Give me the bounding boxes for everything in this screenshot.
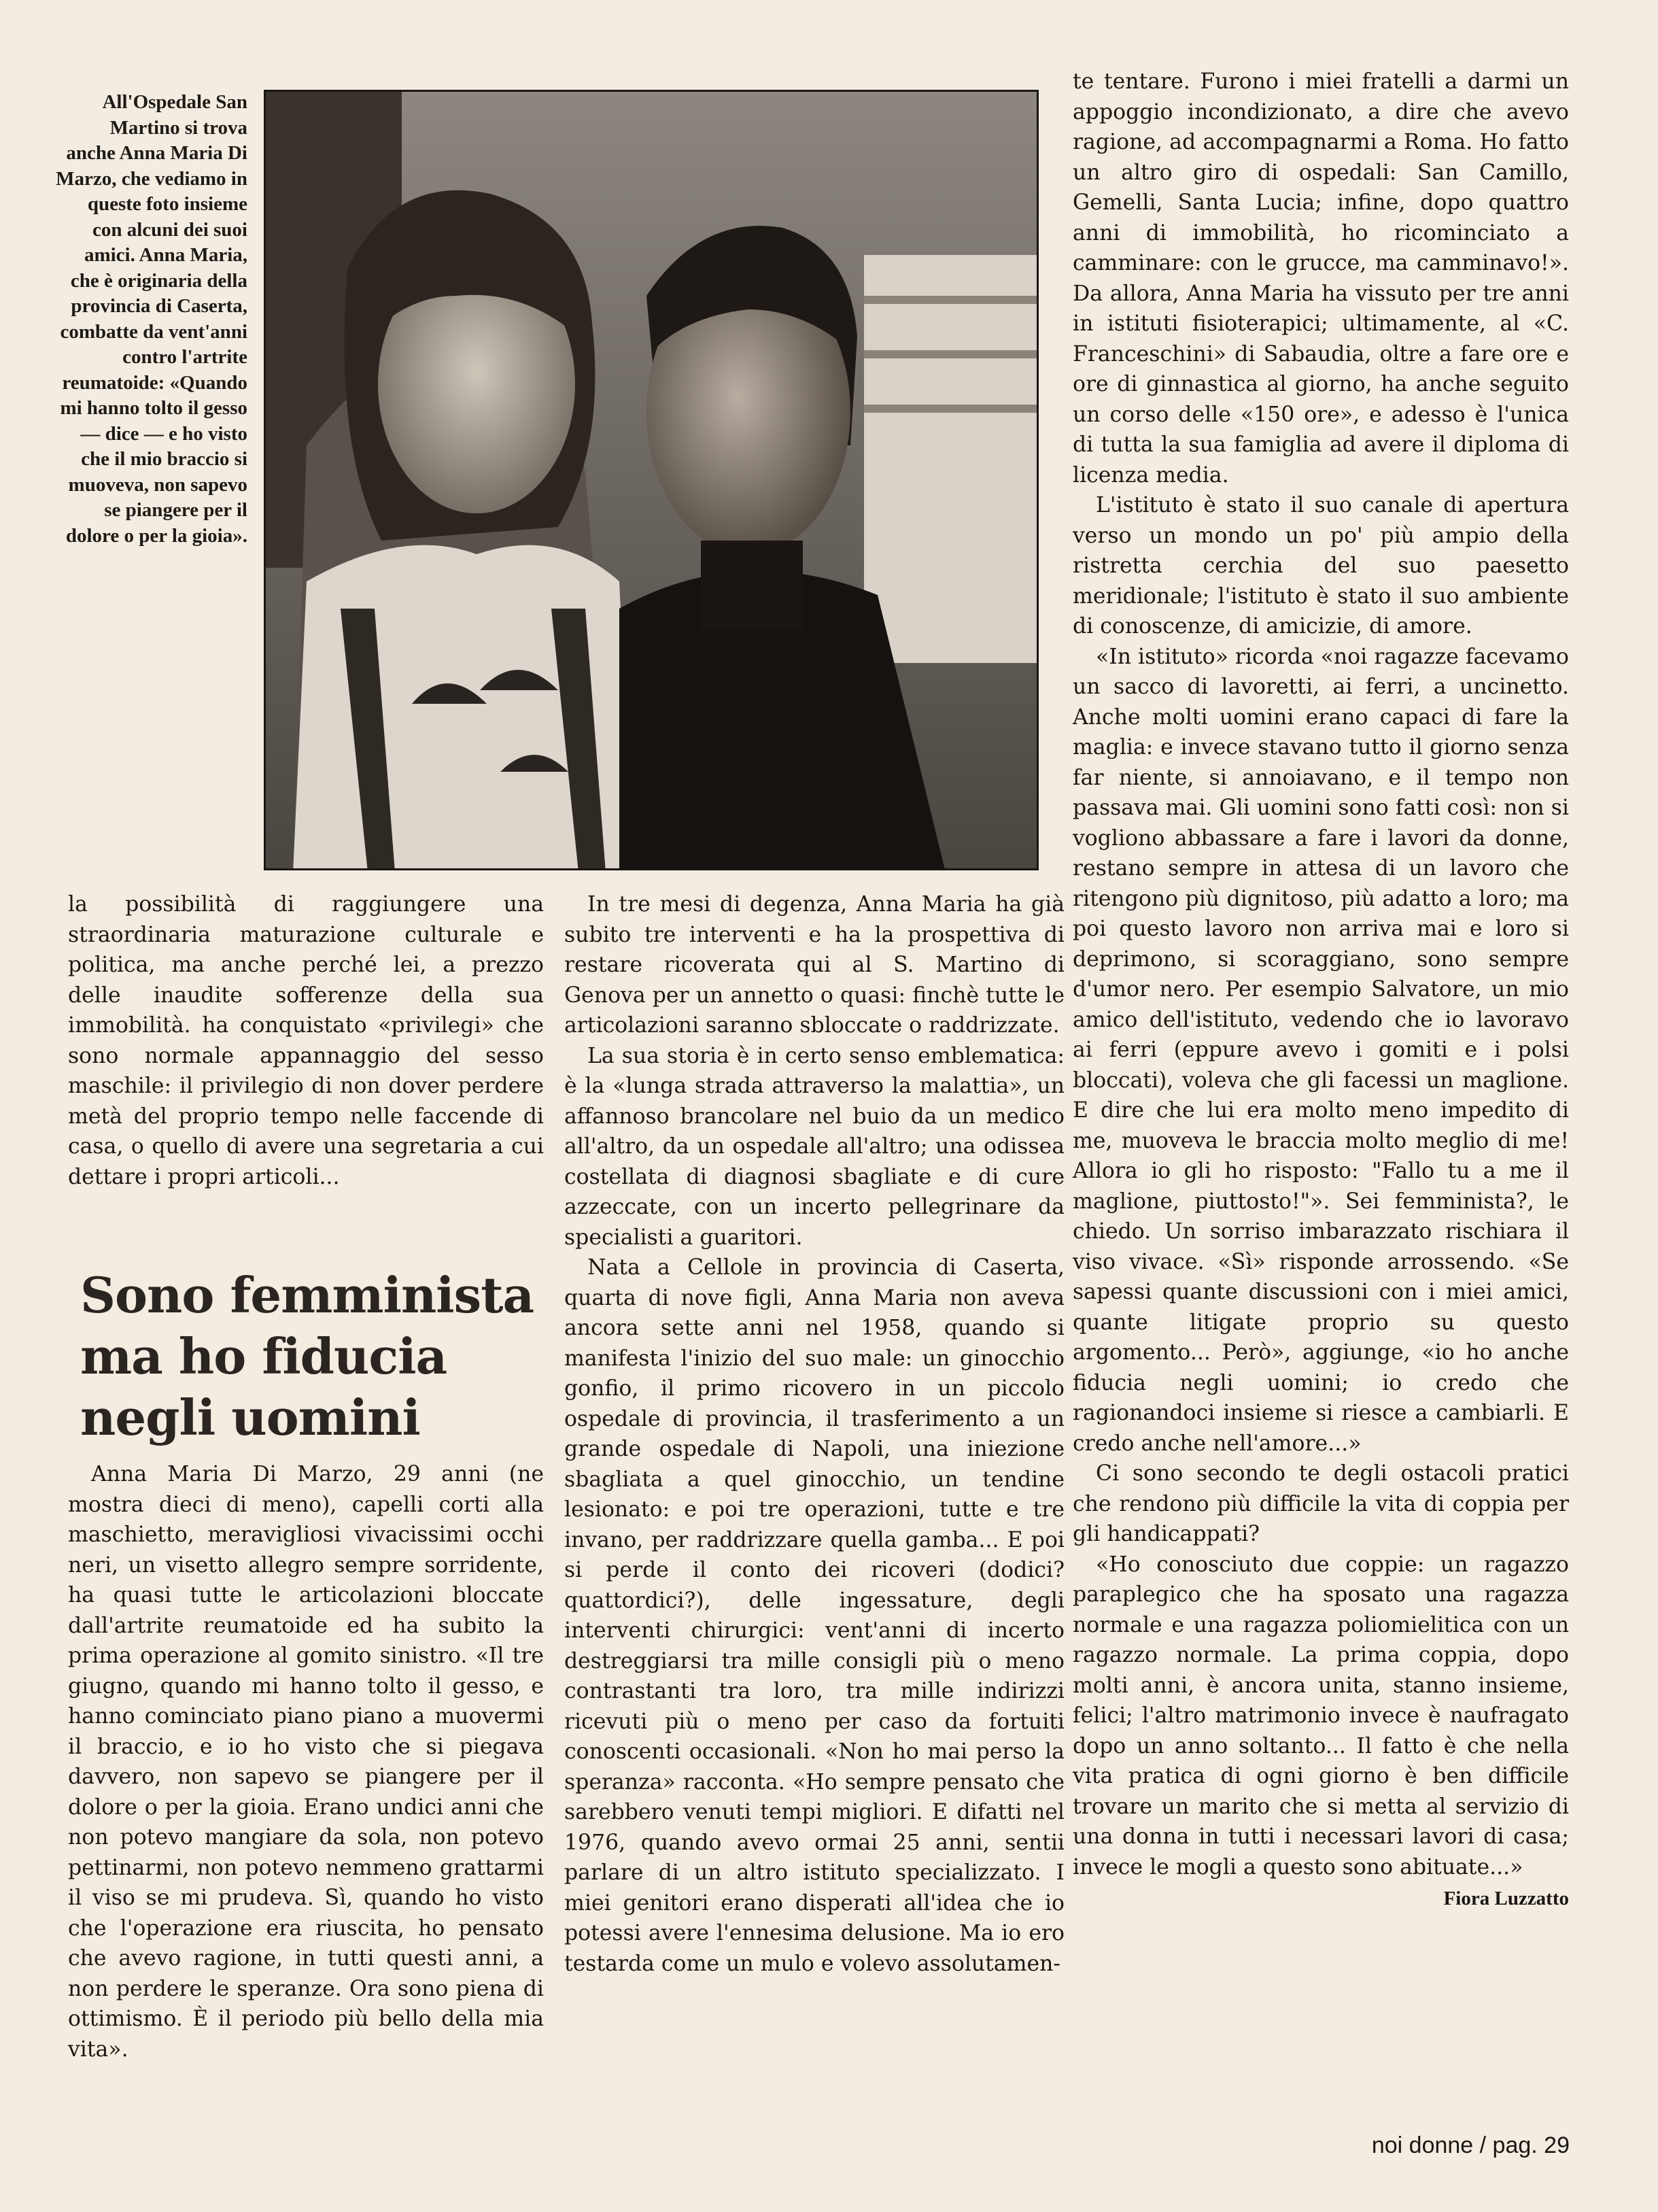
paragraph: Nata a Cellole in provincia di Caserta, quarta di nove figli, Anna Maria non aveva ancora sette anni nel 1958, quando si manifesta l'inizio del suo male: un ginocchio gonfio, il primo ricovero in un piccolo ospedale di provincia, il trasferimento a un grande ospedale di Napoli, una iniezione sbagliata a quel ginocchio, un tendine lesionato: e poi tre operazioni, tutte e tre invano, per raddrizzare quella gamba... E poi si perde il conto dei ricoveri (dodici? quattordici?), delle ingessature, degli interventi chirurgici: vent'anni di incerto destreggiarsi tra mille consigli più o meno contrastanti tra loro, tra mille indirizzi ricevuti più o meno per caso da fortuiti conoscenti occasionali. «Non ho mai perso la speranza» racconta. «Ho sempre pensato che sarebbero venuti tempi migliori. E difatti nel 1976, quando avevo ormai 25 anni, sentii parlare di un altro istituto specializzato. I miei genitori erano disperati all'idea che io potessi avere l'ennesima delusione. Ma io ero testarda come un mulo e volevo assolutamen-: [564, 1255, 1065, 1976]
paragraph: L'istituto è stato il suo canale di apertura verso un mondo un po' più ampio della ristretta cerchia del suo paesetto meridionale; l'istituto è stato il suo ambiente di conoscenze, di amicizie, di amore.: [1073, 493, 1569, 639]
section-headline: Sono femminista ma ho fiducia negli uomini: [80, 1266, 534, 1446]
photo: [264, 90, 1039, 870]
column-right: [1073, 67, 1569, 1914]
column-left-top: [68, 889, 544, 1192]
column-left-bottom: [68, 1459, 544, 2064]
page-footer: noi donne / pag. 29: [1371, 2132, 1570, 2158]
paragraph: La sua storia è in certo senso emblematica: è la «lunga strada attraverso la malattia», un affannoso brancolare nel buio da un medico all'altro, da un ospedale all'altro; una odissea costellata di diagnosi sbagliate e di cure azzeccate, con un incerto pellegrinare da specialisti a guaritori.: [564, 1043, 1065, 1250]
author-byline: Fiora Luzzatto: [1443, 1888, 1569, 1909]
paragraph: te tentare. Furono i miei fratelli a darmi un appoggio incondizionato, a dire che avevo ragione, ad accompagnarmi a Roma. Ho fatto un altro giro di ospedali: San Camillo, Gemelli, Santa Lucia; infine, dopo quattro anni di immobilità, ho ricominciato a camminare: con le grucce, ma camminavo!». Da allora, Anna Maria ha vissuto per tre anni in istituti fisioterapici; ultimamente, al «C. Franceschini» di Sabaudia, oltre a fare ore e ore di ginnastica al giorno, ha anche seguito un corso delle «150 ore», e adesso è l'unica di tutta la sua famiglia ad avere il diploma di licenza media.: [1073, 69, 1569, 488]
column-middle: [564, 889, 1065, 1979]
paragraph: «Ho conosciuto due coppie: un ragazzo paraplegico che ha sposato una ragazza normale e una ragazza poliomielitica con un ragazzo normale. La prima coppia, dopo molti anni, è ancora unita, stanno insieme, felici; l'altro matrimonio invece è naufragato dopo un anno soltanto... Il fatto è che nella vita pratica di ogni giorno è ben difficile trovare un marito che si metta al servizio di una donna in tutti i necessari lavori di casa; invece le mogli a questo sono abituate...»: [1073, 1552, 1569, 1879]
paragraph: la possibilità di raggiungere una straordinaria maturazione culturale e politica, ma anche perché lei, a prezzo delle inaudite sofferenze della sua immobilità. ha conquistato «privilegi» che sono normale appannaggio del sesso maschile: il privilegio di non dover perdere metà del proprio tempo nelle faccende di casa, o quello di avere una segretaria a cui dettare i propri articoli...: [68, 892, 544, 1189]
paragraph: «In istituto» ricorda «noi ragazze facevamo un sacco di lavoretti, ai ferri, a uncinetto. Anche molti uomini erano capaci di fare la maglia: e invece stavano tutto il giorno senza far niente, si annoiavano, e il tempo non passava mai. Gli uomini sono fatti così: non si vogliono abbassare a fare i lavori da donne, restano sempre in attesa di un lavoro che ritengono più dignitoso, più adatto a loro; ma poi questo lavoro non arriva mai e loro si deprimono, si scoraggiano, sono sempre d'umor nero. Per esempio Salvatore, un mio amico dell'istituto, vedendo che io lavoravo ai ferri (eppure avevo i gomiti e i polsi bloccati), voleva che gli facessi un maglione. E dire che lui era molto meno impedito di me, muoveva le braccia molto meglio di me! Allora io gli ho risposto: "Fallo tu a me il maglione, piuttosto!"». Sei femminista?, le chiedo. Un sorriso imbarazzato rischiara il viso vivace. «Sì» risponde arrossendo. «Se sapessi quante discussioni con i miei amici, quante litigate proprio su questo argomento... Però», aggiunge, «io ho anche fiducia negli uomini; io credo che ragionandoci insieme si riesce a cambiarli. E credo anche nell'amore...»: [1073, 644, 1569, 1456]
photo-caption: All'Ospedale San Martino si trova anche Anna Maria Di Marzo, che vediamo in queste foto insieme con alcuni dei suoi amici. Anna Maria, che è originaria della provincia di Caserta, combatte da vent'anni contro l'artrite reumatoide: «Quando mi hanno tolto il gesso — dice — e ho visto che il mio braccio si muoveva, non sapevo se piangere per il dolore o per la gioia».: [56, 91, 247, 547]
paragraph: Ci sono secondo te degli ostacoli pratici che rendono più difficile la vita di coppia per gli handicappati?: [1073, 1461, 1569, 1546]
paragraph: In tre mesi di degenza, Anna Maria ha già subito tre interventi e ha la prospettiva di restare ricoverata qui al S. Martino di Genova per un annetto o quasi: finchè tutte le articolazioni saranno sbloccate o raddrizzate.: [564, 892, 1065, 1038]
photo-illustration: [266, 92, 1039, 870]
paragraph: Anna Maria Di Marzo, 29 anni (ne mostra dieci di meno), capelli corti alla maschietto, meravigliosi vivacissimi occhi neri, un visetto allegro sempre sorridente, ha quasi tutte le articolazioni bloccate dall'artrite reumatoide ed ha subito la prima operazione al gomito sinistro. «Il tre giugno, quando mi hanno tolto il gesso, e hanno cominciato piano piano a muovermi il braccio, e io ho visto che si piegava davvero, non sapevo se piangere per il dolore o per la gioia. Erano undici anni che non potevo mangiare da sola, non potevo pettinarmi, non potevo nemmeno grattarmi il viso se mi prudeva. Sì, quando ho visto che l'operazione era riuscita, ho pensato che avevo ragione, in tutti questi anni, a non perdere le speranze. Ora sono piena di ottimismo. È il periodo più bello della mia vita».: [68, 1462, 544, 2062]
